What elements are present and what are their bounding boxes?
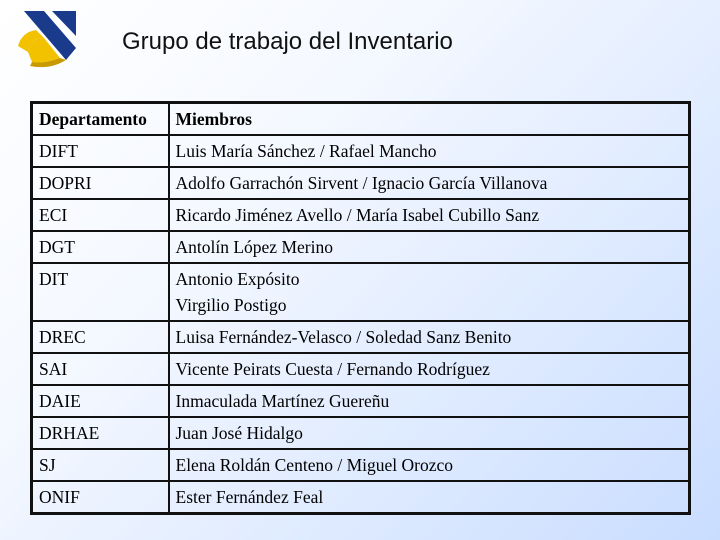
table-row [32,231,690,263]
member-line: Adolfo Garrachón Sirvent / Ignacio García Villanova [175,173,548,193]
member-line: Virgilio Postigo [175,295,287,315]
member-line: Juan José Hidalgo [175,423,303,443]
department-cell: DIT [32,263,169,321]
table-row [32,417,690,449]
member-line: Antolín López Merino [175,237,333,257]
member-line: Ester Fernández Feal [175,487,324,507]
column-header-departamento: Departamento [32,103,169,136]
members-cell [169,135,690,167]
members-cell [169,199,690,231]
member-line: Vicente Peirats Cuesta / Fernando Rodríguez [175,359,490,379]
members-cell [169,167,690,199]
table-row [32,321,690,353]
members-cell [169,263,690,321]
member-line: Elena Roldán Centeno / Miguel Orozco [175,455,453,475]
members-cell [169,449,690,481]
member-line: Luisa Fernández-Velasco / Soledad Sanz Benito [175,327,512,347]
members-cell [169,385,690,417]
department-cell: DRHAE [32,417,169,449]
department-cell: DAIE [32,385,169,417]
department-cell: DOPRI [32,167,169,199]
page-title: Grupo de trabajo del Inventario [122,28,453,55]
members-cell [169,321,690,353]
table-header-row [32,103,690,136]
member-line: Ricardo Jiménez Avello / María Isabel Cubillo Sanz [175,205,540,225]
members-table [30,101,691,515]
table-row [32,167,690,199]
table-row [32,353,690,385]
department-cell: DIFT [32,135,169,167]
table-row [32,263,690,321]
members-cell [169,417,690,449]
column-header-miembros: Miembros [169,103,690,136]
members-cell [169,481,690,514]
department-cell: SJ [32,449,169,481]
table-row [32,449,690,481]
member-line: Inmaculada Martínez Guereñu [175,391,390,411]
members-cell [169,353,690,385]
table-body [32,135,690,514]
department-cell: DREC [32,321,169,353]
department-cell: ONIF [32,481,169,514]
table-row [32,135,690,167]
department-cell: ECI [32,199,169,231]
member-line: Luis María Sánchez / Rafael Mancho [175,141,437,161]
table-row [32,199,690,231]
table-row [32,481,690,514]
department-cell: SAI [32,353,169,385]
member-line: Antonio Expósito [175,269,300,289]
agencia-tributaria-logo-icon [14,8,84,68]
table-row [32,385,690,417]
members-cell [169,231,690,263]
department-cell: DGT [32,231,169,263]
